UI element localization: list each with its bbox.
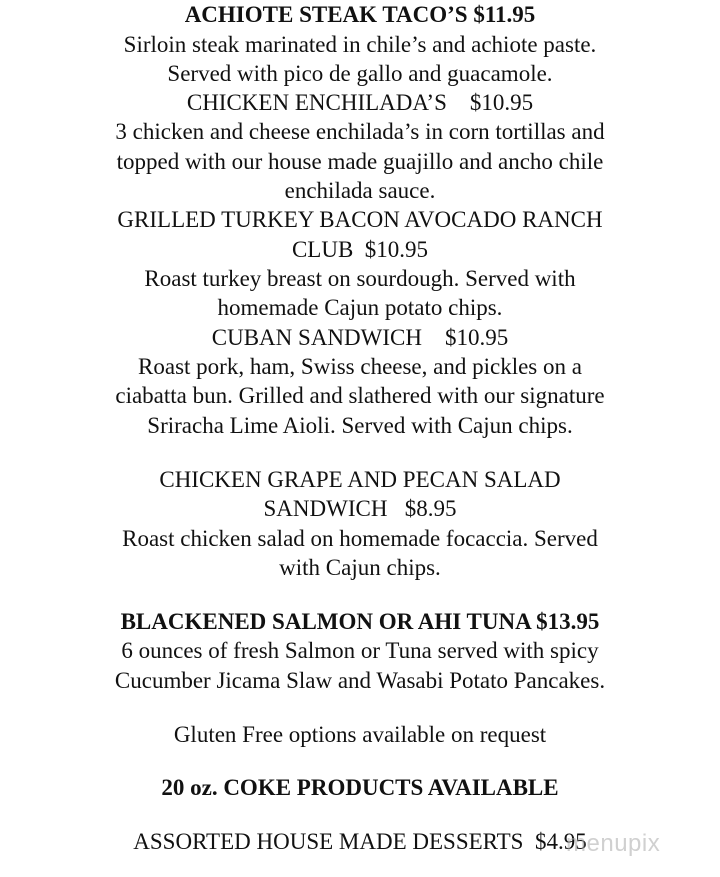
item-achiote-steak-tacos-desc-1: Sirloin steak marinated in chile’s and achiote paste. bbox=[123, 32, 597, 57]
coke-products-note: 20 oz. COKE PRODUCTS AVAILABLE bbox=[161, 775, 559, 800]
item-chicken-enchiladas-title: CHICKEN ENCHILADA’S $10.95 bbox=[186, 90, 534, 115]
item-chicken-enchiladas-desc-3: enchilada sauce. bbox=[284, 178, 436, 203]
gluten-free-note: Gluten Free options available on request bbox=[173, 722, 547, 747]
item-cuban-sandwich-desc-2: ciabatta bun. Grilled and slathered with our signature bbox=[115, 383, 605, 408]
item-salmon-tuna-desc-2: Cucumber Jicama Slaw and Wasabi Potato Pancakes. bbox=[114, 668, 606, 693]
item-salmon-tuna-title: BLACKENED SALMON OR AHI TUNA $13.95 bbox=[120, 609, 600, 634]
item-achiote-steak-tacos-title: ACHIOTE STEAK TACO’S $11.95 bbox=[184, 2, 536, 27]
item-cuban-sandwich-title: CUBAN SANDWICH $10.95 bbox=[211, 325, 509, 350]
item-achiote-steak-tacos-desc-2: Served with pico de gallo and guacamole. bbox=[167, 61, 553, 86]
item-turkey-club-desc-2: homemade Cajun potato chips. bbox=[217, 295, 503, 320]
item-chicken-salad-desc-1: Roast chicken salad on homemade focaccia. Served bbox=[122, 526, 598, 551]
item-chicken-enchiladas-desc-1: 3 chicken and cheese enchilada’s in corn tortillas and bbox=[115, 119, 605, 144]
item-turkey-club-desc-1: Roast turkey breast on sourdough. Served with bbox=[144, 266, 576, 291]
item-chicken-salad-title-1: CHICKEN GRAPE AND PECAN SALAD bbox=[159, 467, 561, 492]
item-chicken-salad-title-2: SANDWICH $8.95 bbox=[263, 496, 457, 521]
desserts-line: ASSORTED HOUSE MADE DESSERTS $4.95 bbox=[133, 829, 587, 854]
item-chicken-enchiladas-desc-2: topped with our house made guajillo and ancho chile bbox=[116, 149, 604, 174]
item-salmon-tuna-desc-1: 6 ounces of fresh Salmon or Tuna served with spicy bbox=[121, 638, 599, 663]
item-chicken-salad-desc-2: with Cajun chips. bbox=[279, 555, 441, 580]
item-turkey-club-title-1: GRILLED TURKEY BACON AVOCADO RANCH bbox=[117, 207, 603, 232]
item-turkey-club-title-2: CLUB $10.95 bbox=[291, 237, 429, 262]
menupix-watermark: menupix bbox=[566, 830, 661, 857]
item-cuban-sandwich-desc-3: Sriracha Lime Aioli. Served with Cajun chips. bbox=[147, 413, 573, 438]
item-cuban-sandwich-desc-1: Roast pork, ham, Swiss cheese, and pickles on a bbox=[138, 354, 582, 379]
